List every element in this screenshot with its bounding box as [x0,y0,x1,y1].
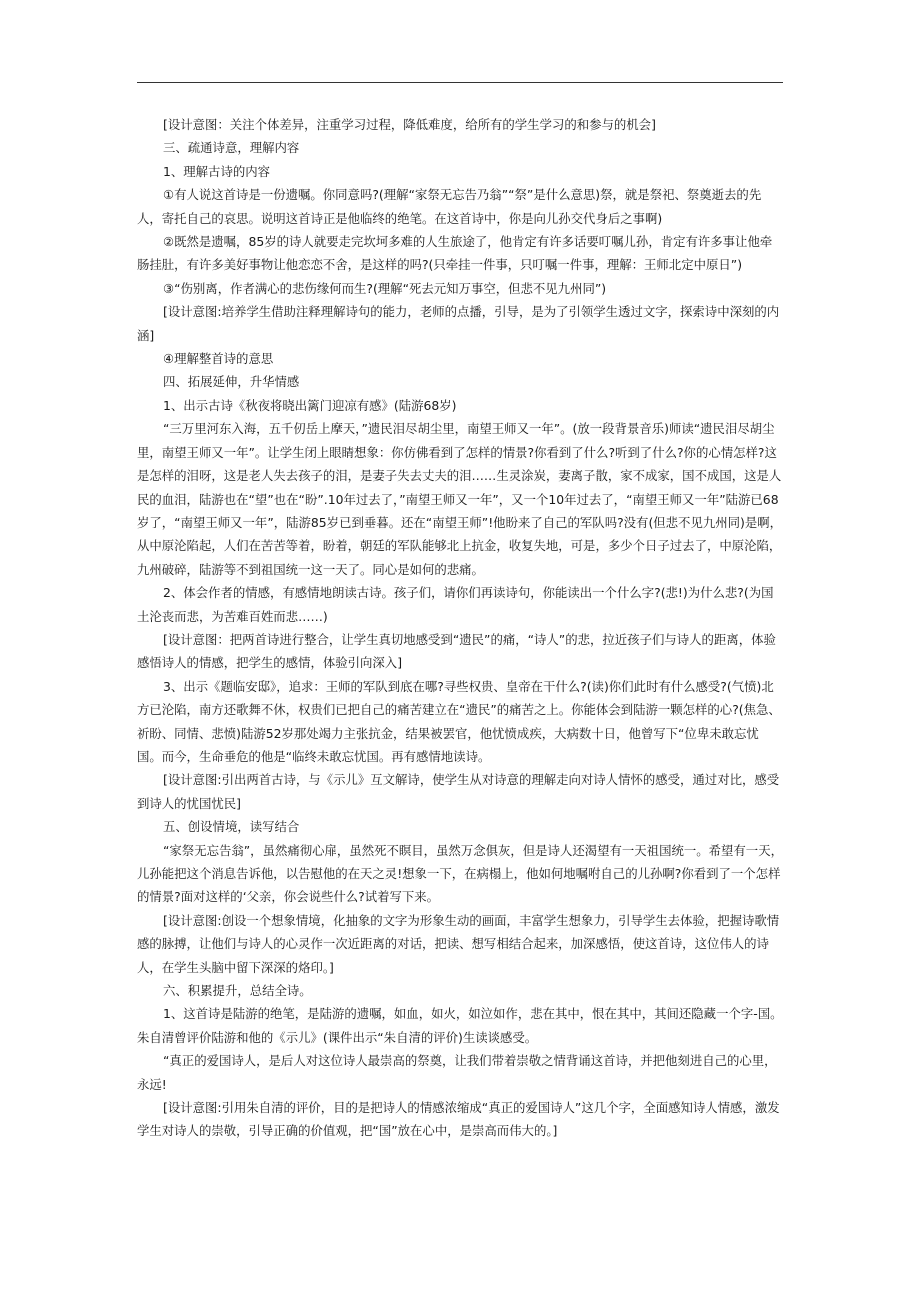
design-intent-note: [设计意图:引出两首古诗，与《示儿》互文解诗，使学生从对诗意的理解走向对诗人情怀的感受，通过对比，感受到诗人的忧国忧民] [137,772,780,811]
paragraph: ④理解整首诗的意思 [163,351,274,367]
paragraph: ②既然是遗嘱，85岁的诗人就要走完坎坷多难的人生旅途了，他肯定有许多话要叮嘱儿孙，肯定有许多事让他牵肠挂肚，有许多美好事物让他恋恋不舍，是这样的吗?(只牵挂一件事，只叮嘱一件事，理解：王师北定中原日”) [137,234,773,273]
paragraph: ③“伤别离，作者满心的悲伤缘何而生?(理解“死去元知万事空，但悲不见九州同”) [163,280,607,296]
paragraph: “家祭无忘告翁”，虽然痛彻心扉，虽然死不瞑目，虽然万念俱灰，但是诗人还渴望有一天祖国统一。希望有一天，儿孙能把这个消息告诉他，以告慰他的在天之灵!想象一下，在病榻上，他如何地嘱咐自己的儿孙啊?你看到了一个怎样的情景?面对这样的‘父亲，你会说些什么?试着写下来。 [137,842,783,905]
subheading: 1、出示古诗《秋夜将晓出篱门迎凉有感》(陆游68岁) [163,397,457,413]
section-heading: 四、拓展延伸，升华情感 [163,374,300,390]
document-body [137,113,783,1143]
paragraph: ①有人说这首诗是一份遗嘱。你同意吗?(理解“家祭无忘告乃翁”“祭”是什么意思)祭，就是祭祀、祭奠逝去的先人，寄托自己的哀思。说明这首诗正是他临终的绝笔。在这首诗中，你是向儿孙交代身后之事啊) [137,187,762,226]
paragraph: 1、这首诗是陆游的绝笔，是陆游的遗嘱，如血，如火，如泣如作，悲在其中，恨在其中，其间还隐藏一个字-国。朱自清曾评价陆游和他的《示儿》(课件出示“朱自清的评价)生读谈感受。 [137,1006,783,1045]
section-heading: 三、疏通诗意，理解内容 [163,140,300,156]
design-intent-note: [设计意图:创设一个想象情境，化抽象的文字为形象生动的画面，丰富学生想象力，引导学生去体验，把握诗歌情感的脉搏，让他们与诗人的心灵作一次近距离的对话，把读、想写相结合起来，加深感悟，使这首诗，这位伟人的诗人，在学生头脑中留下深深的烙印。] [137,912,780,975]
section-heading: 六、积累提升，总结全诗。 [163,983,312,999]
header-rule [137,82,783,83]
paragraph: “三万里河东入海，五千仞岳上摩天，”遗民泪尽胡尘里，南望王师又一年”。(放一段背景音乐)师读“遗民泪尽胡尘里，南望王师又一年”。让学生闭上眼睛想象：你仿佛看到了怎样的情景?你看到了什么?听到了什么?你的心情怎样?这是怎样的泪呀，这是老人失去孩子的泪，是妻子失去丈夫的泪……生灵涂炭，妻离子散，家不成家，国不成国，这是人民的血泪，陆游也在“望”也在“盼”.10年过去了，”南望王师又一年”，又一个10年过去了，“南望王师又一年”陆游已68岁了，“南望王师又一年”，陆游85岁已到垂暮。还在“南望王师”!他盼来了自己的军队吗?没有(但悲不见九州同)是啊，从中原沦陷起，人们在苦苦等着，盼着，朝廷的军队能够北上抗金，收复失地，可是，多少个日子过去了，中原沦陷，九州破碎，陆游等不到祖国统一这一天了。同心是如何的悲痛。 [137,421,783,577]
paragraph: [设计意图：关注个体差异，注重学习过程，降低难度，给所有的学生学习的和参与的机会] [163,117,656,132]
paragraph: “真正的爱国诗人，是后人对这位诗人最崇高的祭奠，让我们带着崇敬之情背诵这首诗，并把他刻进自己的心里，永远! [137,1053,777,1092]
paragraph: 3、出示《题临安邸》，追求：王师的军队到底在哪?寻些权贵、皇帝在干什么?(读)你们此时有什么感受?(气愤)北方已沦陷，南方还歌舞不休，权贵们已把自己的痛苦建立在“遗民”的痛苦之上。你能体会到陆游一颗怎样的心?(焦急、祈盼、同情、悲愤)陆游52岁那处竭力主张抗金，结果被罢官，他忧愤成疾，大病数十日，他曾写下“位卑未敢忘忧国。而今，生命垂危的他是“临终未敢忘忧国。再有感情地读诗。 [137,678,781,764]
subheading: 1、理解古诗的内容 [163,163,271,179]
paragraph: 2、体会作者的情感，有感情地朗读古诗。孩子们，请你们再读诗句，你能读出一个什么字?(悲!)为什么悲?(为国土沦丧而悲，为苦难百姓而悲……) [137,585,774,624]
design-intent-note: [设计意图：把两首诗进行整合，让学生真切地感受到“遗民”的痛，“诗人”的悲，拉近孩子们与诗人的距离，体验感悟诗人的情感，把学生的感情，体验引向深入] [137,631,776,671]
design-intent-note: [设计意图:培养学生借助注释理解诗句的能力，老师的点播，引导，是为了引领学生透过文字，探索诗中深刻的内涵] [137,304,780,343]
design-intent-note: [设计意图:引用朱自清的评价，目的是把诗人的情感浓缩成“真正的爱国诗人”这几个字，全面感知诗人情感，激发学生对诗人的崇敬，引导正确的价值观，把“国”放在心中，是崇高而伟大的。] [137,1100,780,1139]
section-heading: 五、创设情境，读写结合 [163,819,300,835]
